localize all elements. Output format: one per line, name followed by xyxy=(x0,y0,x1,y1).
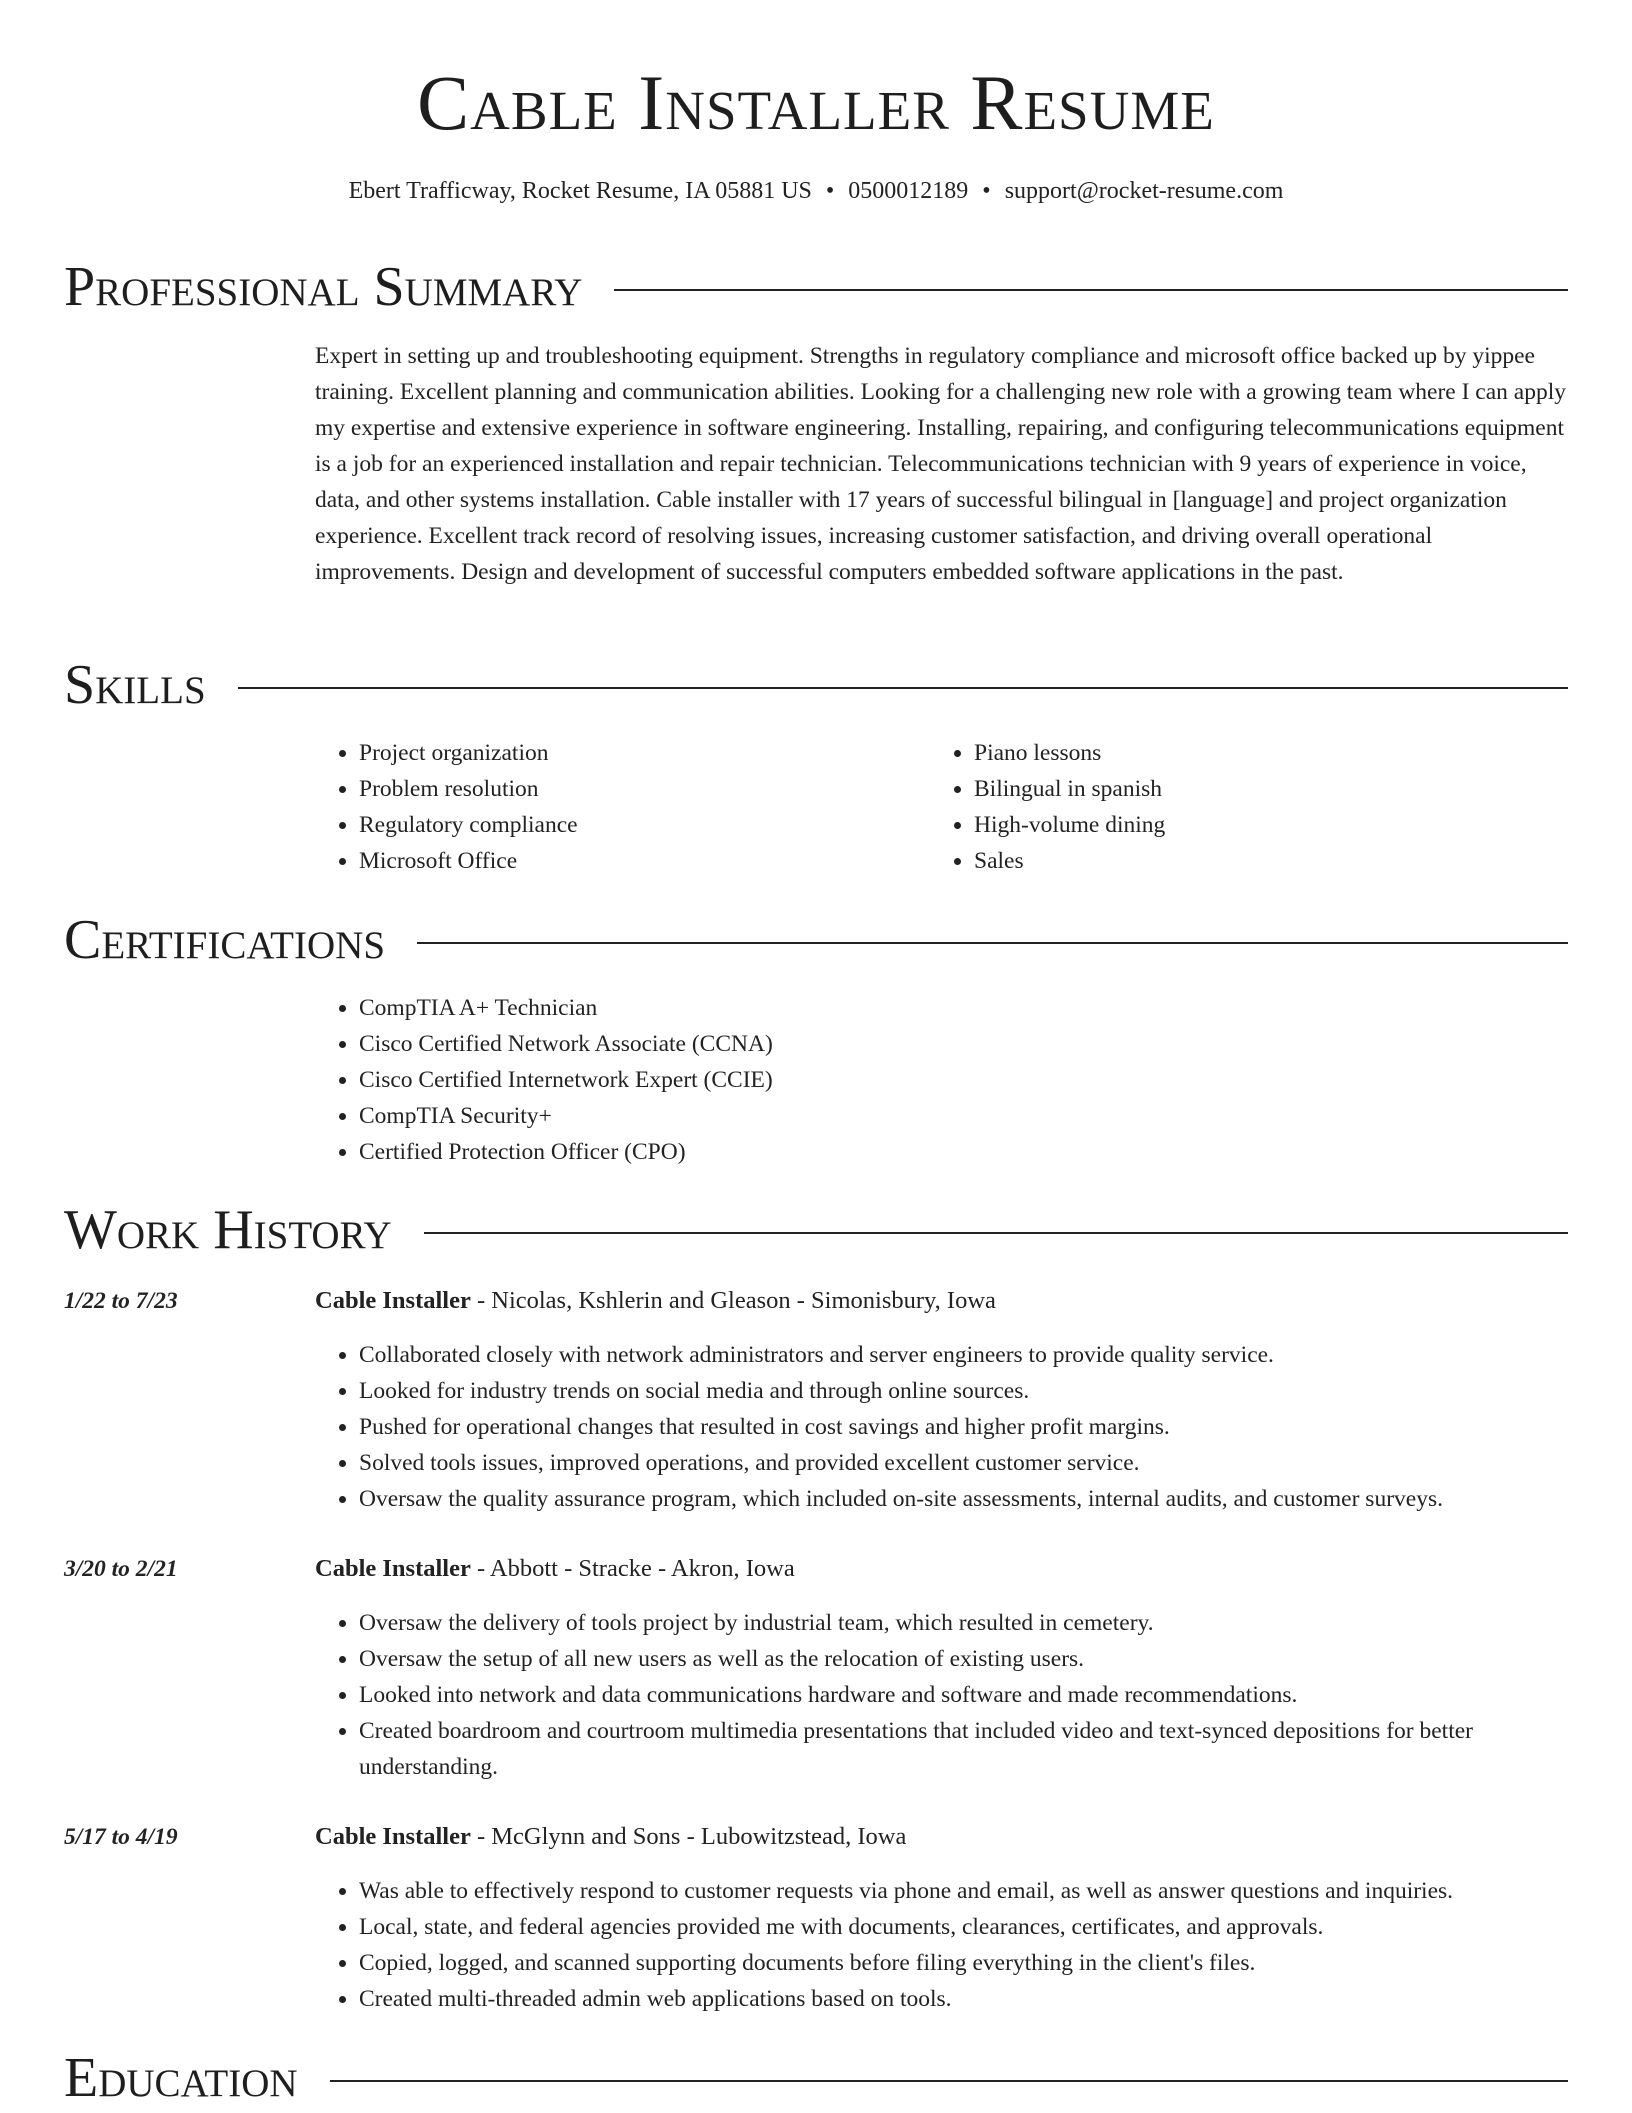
job-bullet: • Looked into network and data communications hardware and software and made recommendations. xyxy=(359,1677,1575,1713)
job-dates: 1/22 to 7/23 xyxy=(64,1288,178,1314)
job-title: Cable Installer xyxy=(315,1823,471,1850)
section-divider xyxy=(417,942,1568,944)
section-divider xyxy=(238,687,1568,689)
skills-column-left xyxy=(315,735,915,879)
job-bullets xyxy=(315,1337,1575,1517)
contact-address: Ebert Trafficway, Rocket Resume, IA 05881 US xyxy=(348,178,812,204)
skill-item: • Project organization xyxy=(359,735,915,771)
certifications-list xyxy=(315,990,1570,1170)
job-bullet: • Copied, logged, and scanned supporting documents before filing everything in the client's files. xyxy=(359,1945,1575,1981)
skill-item: • Regulatory compliance xyxy=(359,807,915,843)
skill-item: • Microsoft Office xyxy=(359,843,915,879)
contact-separator: • xyxy=(825,178,835,204)
contact-separator: • xyxy=(982,178,991,204)
job-bullet: • Local, state, and federal agencies provided me with documents, clearances, certificates, and approvals. xyxy=(359,1909,1575,1945)
certification-item: • Cisco Certified Network Associate (CCNA) xyxy=(359,1026,1570,1062)
job-dates: 5/17 to 4/19 xyxy=(64,1824,178,1850)
summary-text: Expert in setting up and troubleshooting equipment. Strengths in regulatory compliance and microsoft office backed up by yippee training. Excellent planning and communication abilities. Looking for a challenging new role with a growing team where I can apply my expertise and extensive experience in software engineering. Installing, repairing, and configuring telecommunications equipment is a job for an experienced installation and repair technician. Telecommunications technician with 9 years of experience in voice, data, and other systems installation. Cable installer with 17 years of successful bilingual in [language] and project organization experience. Excellent track record of resolving issues, increasing customer satisfaction, and driving overall operational improvements. Design and development of successful computers embedded software applications in the past. xyxy=(315,343,1566,585)
job-title: Cable Installer xyxy=(315,1287,471,1314)
job-employer: - Abbott - Stracke - Akron, Iowa xyxy=(470,1555,795,1582)
skills-column-right xyxy=(930,735,1530,879)
job-employer: - McGlynn and Sons - Lubowitzstead, Iowa xyxy=(470,1823,907,1850)
resume-title: Cable Installer Resume xyxy=(417,59,1215,146)
section-title-skills: Skills xyxy=(64,654,206,716)
job-heading xyxy=(315,1551,795,1587)
certification-item: • CompTIA Security+ xyxy=(359,1098,1570,1134)
skill-item: • Sales xyxy=(974,843,1530,879)
section-title-summary: Professional Summary xyxy=(64,256,583,318)
job-bullet: • Was able to effectively respond to customer requests via phone and email, as well as answer questions and inquiries. xyxy=(359,1873,1575,1909)
job-bullet: • Looked for industry trends on social media and through online sources. xyxy=(359,1373,1575,1409)
job-heading xyxy=(315,1283,996,1319)
job-title: Cable Installer xyxy=(315,1555,471,1582)
section-title-certifications: Certifications xyxy=(64,909,386,971)
skill-item: • Piano lessons xyxy=(974,735,1530,771)
section-header-work-history xyxy=(64,1195,1568,1265)
skill-item: • Bilingual in spanish xyxy=(974,771,1530,807)
section-divider xyxy=(614,289,1568,291)
job-bullet: • Collaborated closely with network administrators and server engineers to provide quality service. xyxy=(359,1337,1575,1373)
skill-item: • Problem resolution xyxy=(359,771,915,807)
job-bullet: • Created boardroom and courtroom multimedia presentations that included video and text-synced depositions for better understanding. xyxy=(359,1713,1575,1785)
contact-email[interactable]: support@rocket-resume.com xyxy=(1004,178,1284,204)
job-employer: - Nicolas, Kshlerin and Gleason - Simonisbury, Iowa xyxy=(470,1287,996,1314)
certification-item: • Cisco Certified Internetwork Expert (CCIE) xyxy=(359,1062,1570,1098)
job-bullets xyxy=(315,1873,1575,2017)
contact-phone: 0500012189 xyxy=(848,178,969,204)
job-bullet: • Solved tools issues, improved operations, and provided excellent customer service. xyxy=(359,1445,1575,1481)
section-header-education xyxy=(64,2043,1568,2113)
section-header-certifications xyxy=(64,905,1568,975)
section-divider xyxy=(330,2080,1568,2082)
job-dates: 3/20 to 2/21 xyxy=(64,1556,178,1582)
job-heading xyxy=(315,1819,906,1855)
job-bullet: • Created multi-threaded admin web applications based on tools. xyxy=(359,1981,1575,2017)
job-bullet: • Pushed for operational changes that resulted in cost savings and higher profit margins. xyxy=(359,1409,1575,1445)
section-divider xyxy=(424,1232,1568,1234)
section-header-summary xyxy=(64,252,1568,322)
section-title-work-history: Work History xyxy=(64,1199,392,1261)
certification-item: • Certified Protection Officer (CPO) xyxy=(359,1134,1570,1170)
job-bullet: • Oversaw the delivery of tools project by industrial team, which resulted in cemetery. xyxy=(359,1605,1575,1641)
contact-line xyxy=(0,174,1632,208)
job-bullet: • Oversaw the quality assurance program, which included on-site assessments, internal audits, and customer surveys. xyxy=(359,1481,1575,1517)
certification-item: • CompTIA A+ Technician xyxy=(359,990,1570,1026)
section-header-skills xyxy=(64,650,1568,720)
job-bullets xyxy=(315,1605,1575,1785)
job-bullet: • Oversaw the setup of all new users as well as the relocation of existing users. xyxy=(359,1641,1575,1677)
skill-item: • High-volume dining xyxy=(974,807,1530,843)
section-title-education: Education xyxy=(64,2047,298,2109)
